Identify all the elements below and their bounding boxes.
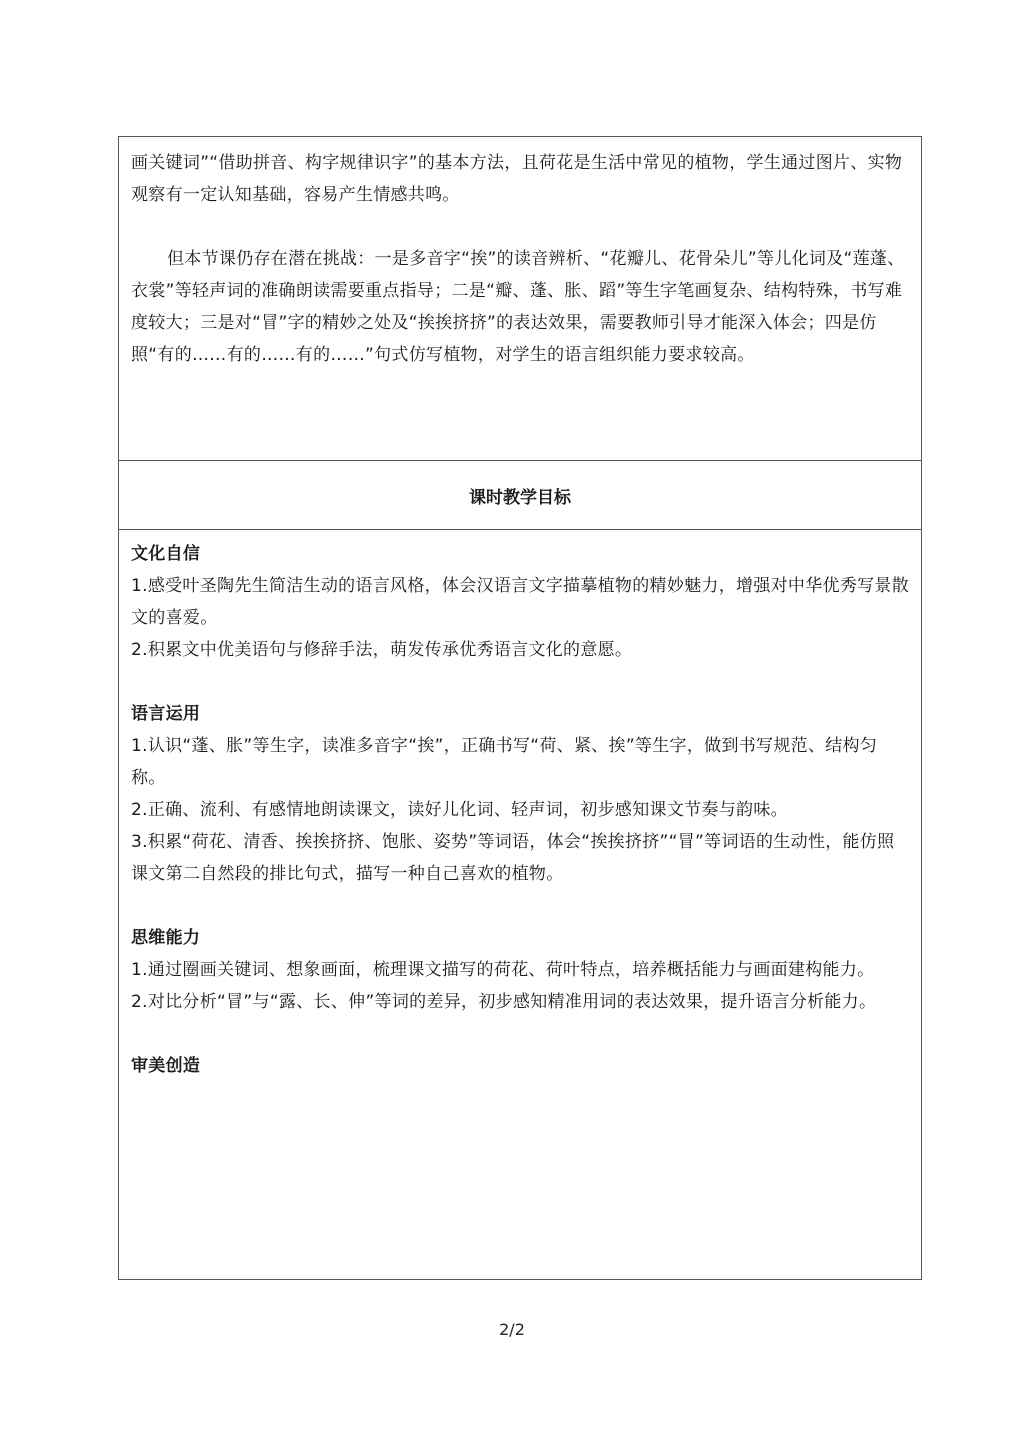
- goal-heading: 文化自信: [131, 544, 201, 564]
- goal-heading: 审美创造: [131, 1056, 201, 1076]
- goal-item: 2.积累文中优美语句与修辞手法，萌发传承优秀语言文化的意愿。: [131, 640, 633, 660]
- student-analysis-cell: [119, 137, 921, 460]
- goal-item: 2.对比分析“冒”与“露、长、伸”等词的差异，初步感知精准用词的表达效果，提升语言分析能力。: [131, 992, 877, 1012]
- page-number: 2/2: [499, 1320, 525, 1339]
- goal-group-aesthetic: [131, 1050, 911, 1082]
- goal-item: 3.积累“荷花、清香、挨挨挤挤、饱胀、姿势”等词语，体会“挨挨挤挤”“冒”等词语的生动性，能仿照课文第二自然段的排比句式，描写一种自己喜欢的植物。: [131, 832, 895, 884]
- goal-heading: 语言运用: [131, 704, 201, 724]
- goal-item: 1.认识“蓬、胀”等生字，读准多音字“挨”，正确书写“荷、紧、挨”等生字，做到书写规范、结构匀称。: [131, 736, 878, 788]
- analysis-paragraph-1: 画关键词”“借助拼音、构字规律识字”的基本方法，且荷花是生活中常见的植物，学生通过图片、实物观察有一定认知基础，容易产生情感共鸣。: [131, 153, 903, 205]
- goal-group-language: [131, 698, 911, 890]
- goal-group-thinking: [131, 922, 911, 1018]
- analysis-paragraph-2: 但本节课仍存在潜在挑战：一是多音字“挨”的读音辨析、“花瓣儿、花骨朵儿”等儿化词及“莲蓬、衣裳”等轻声词的准确朗读需要重点指导；二是“瓣、蓬、胀、蹈”等生字笔画复杂、结构特殊，书写难度较大；三是对“冒”字的精妙之处及“挨挨挤挤”的表达效果，需要教师引导才能深入体会；四是仿照“有的……有的……有的……”句式仿写植物，对学生的语言组织能力要求较高。: [131, 249, 905, 365]
- goal-item: 2.正确、流利、有感情地朗读课文，读好儿化词、轻声词，初步感知课文节奏与韵味。: [131, 800, 788, 820]
- goal-item: 1.通过圈画关键词、想象画面，梳理课文描写的荷花、荷叶特点，培养概括能力与画面建构能力。: [131, 960, 875, 980]
- goal-group-culture: [131, 538, 911, 666]
- lesson-plan-table: [118, 136, 922, 1280]
- goals-title: 课时教学目标: [469, 487, 571, 508]
- goals-title-cell: [119, 460, 921, 530]
- goal-item: 1.感受叶圣陶先生简洁生动的语言风格，体会汉语言文字描摹植物的精妙魅力，增强对中华优秀写景散文的喜爱。: [131, 576, 910, 628]
- goal-heading: 思维能力: [131, 928, 201, 948]
- goals-content-cell: [119, 530, 921, 1279]
